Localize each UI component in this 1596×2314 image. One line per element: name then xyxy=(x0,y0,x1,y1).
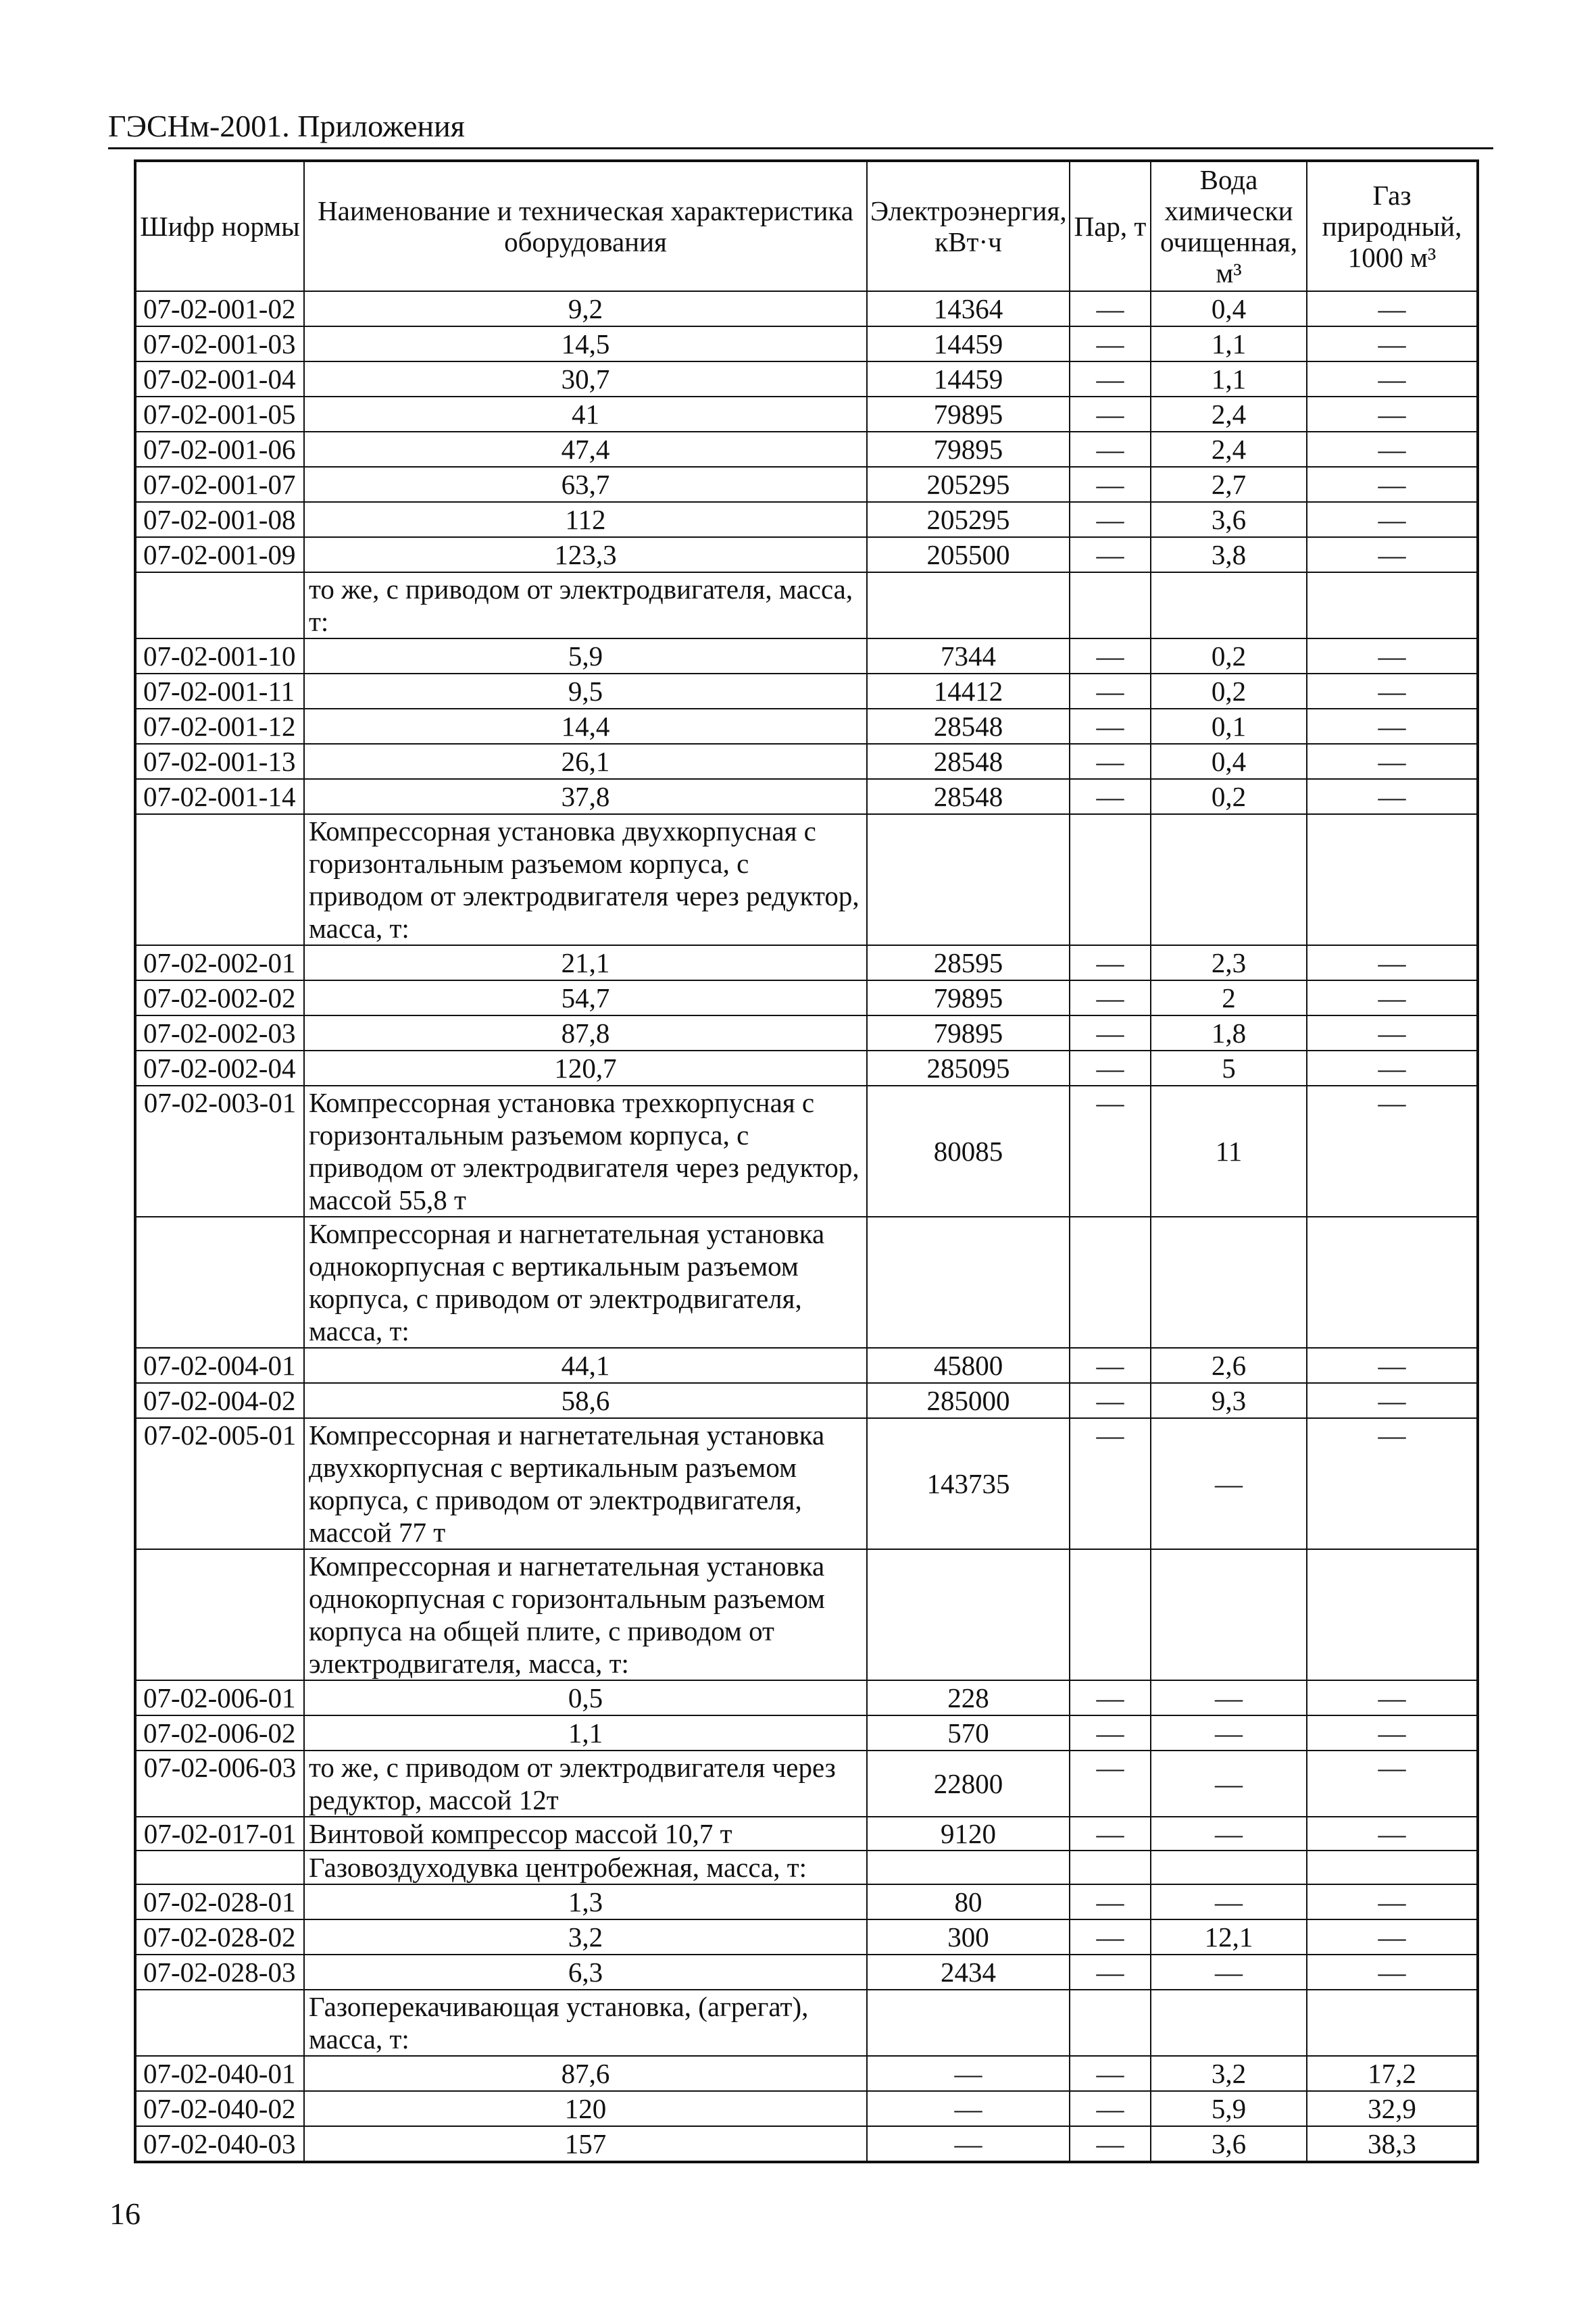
electricity-cell: 14459 xyxy=(867,361,1070,397)
electricity-cell: 570 xyxy=(867,1715,1070,1751)
table-row xyxy=(135,945,1478,980)
table-row xyxy=(135,1919,1478,1955)
water-cell: 0,2 xyxy=(1151,638,1307,674)
code-cell: 07-02-001-04 xyxy=(135,361,304,397)
table-row xyxy=(135,1715,1478,1751)
gas-cell: — xyxy=(1307,432,1478,467)
water-cell: 2,4 xyxy=(1151,397,1307,432)
water-cell: 3,6 xyxy=(1151,502,1307,537)
table-row xyxy=(135,1051,1478,1086)
col-header-water: Вода химически очищенная, м³ xyxy=(1151,161,1307,291)
water-cell: 3,8 xyxy=(1151,537,1307,572)
gas-cell: — xyxy=(1307,537,1478,572)
name-cell: Газовоздуходувка центробежная, масса, т: xyxy=(304,1851,867,1884)
code-cell: 07-02-004-01 xyxy=(135,1348,304,1383)
steam-cell: — xyxy=(1070,537,1151,572)
code-cell xyxy=(135,1851,304,1884)
steam-cell xyxy=(1070,814,1151,945)
water-cell: 5,9 xyxy=(1151,2091,1307,2126)
steam-cell: — xyxy=(1070,674,1151,709)
name-cell: 41 xyxy=(304,397,867,432)
table-row xyxy=(135,1418,1478,1549)
name-cell: Винтовой компрессор массой 10,7 т xyxy=(304,1817,867,1851)
steam-cell: — xyxy=(1070,432,1151,467)
table-row xyxy=(135,502,1478,537)
steam-cell: — xyxy=(1070,467,1151,502)
electricity-cell: — xyxy=(867,2056,1070,2091)
code-cell: 07-02-001-02 xyxy=(135,291,304,326)
gas-cell: 17,2 xyxy=(1307,2056,1478,2091)
water-cell xyxy=(1151,1851,1307,1884)
table-row xyxy=(135,1680,1478,1715)
name-cell: 1,1 xyxy=(304,1715,867,1751)
code-cell: 07-02-003-01 xyxy=(135,1086,304,1217)
col-header-code: Шифр нормы xyxy=(135,161,304,291)
electricity-cell: 205295 xyxy=(867,502,1070,537)
electricity-cell: — xyxy=(867,2091,1070,2126)
water-cell: — xyxy=(1151,1817,1307,1851)
electricity-cell: 28595 xyxy=(867,945,1070,980)
name-cell: 58,6 xyxy=(304,1383,867,1418)
name-cell: 63,7 xyxy=(304,467,867,502)
water-cell: 2,7 xyxy=(1151,467,1307,502)
table-row xyxy=(135,432,1478,467)
gas-cell: — xyxy=(1307,397,1478,432)
electricity-cell: 9120 xyxy=(867,1817,1070,1851)
code-cell: 07-02-028-03 xyxy=(135,1955,304,1990)
electricity-cell: 14412 xyxy=(867,674,1070,709)
steam-cell: — xyxy=(1070,2126,1151,2162)
water-cell: 5 xyxy=(1151,1051,1307,1086)
steam-cell: — xyxy=(1070,1086,1151,1217)
water-cell: 0,2 xyxy=(1151,674,1307,709)
water-cell: 11 xyxy=(1151,1086,1307,1217)
gas-cell xyxy=(1307,572,1478,638)
electricity-cell xyxy=(867,1851,1070,1884)
name-cell: то же, с приводом от электродвигателя, масса, т: xyxy=(304,572,867,638)
col-header-steam: Пар, т xyxy=(1070,161,1151,291)
name-cell: 44,1 xyxy=(304,1348,867,1383)
table-row xyxy=(135,1383,1478,1418)
electricity-cell: 45800 xyxy=(867,1348,1070,1383)
table-row xyxy=(135,291,1478,326)
gas-cell: — xyxy=(1307,1715,1478,1751)
code-cell: 07-02-040-02 xyxy=(135,2091,304,2126)
table-row xyxy=(135,2126,1478,2162)
steam-cell: — xyxy=(1070,945,1151,980)
gas-cell xyxy=(1307,814,1478,945)
code-cell: 07-02-001-14 xyxy=(135,779,304,814)
steam-cell: — xyxy=(1070,1751,1151,1817)
table-row xyxy=(135,1015,1478,1051)
steam-cell: — xyxy=(1070,1715,1151,1751)
gas-cell: — xyxy=(1307,1051,1478,1086)
name-cell: 30,7 xyxy=(304,361,867,397)
water-cell: — xyxy=(1151,1751,1307,1817)
gas-cell: — xyxy=(1307,1955,1478,1990)
table-subheading-row xyxy=(135,572,1478,638)
page-header: ГЭСНм-2001. Приложения xyxy=(108,108,1493,149)
code-cell xyxy=(135,1990,304,2056)
name-cell: 0,5 xyxy=(304,1680,867,1715)
water-cell: — xyxy=(1151,1418,1307,1549)
water-cell: 0,4 xyxy=(1151,291,1307,326)
name-cell: 9,2 xyxy=(304,291,867,326)
name-cell: 87,8 xyxy=(304,1015,867,1051)
name-cell: 87,6 xyxy=(304,2056,867,2091)
gas-cell: — xyxy=(1307,1348,1478,1383)
electricity-cell: 205500 xyxy=(867,537,1070,572)
name-cell: Компрессорная и нагнетательная установка однокорпусная с горизонтальным разъемом корпуса на общей плите, с приводом от электродвигателя, масса, т: xyxy=(304,1549,867,1680)
water-cell: 2,6 xyxy=(1151,1348,1307,1383)
table-row xyxy=(135,326,1478,361)
code-cell: 07-02-006-02 xyxy=(135,1715,304,1751)
water-cell xyxy=(1151,814,1307,945)
electricity-cell: — xyxy=(867,2126,1070,2162)
table-body xyxy=(135,291,1478,2162)
code-cell: 07-02-028-01 xyxy=(135,1884,304,1919)
code-cell: 07-02-001-09 xyxy=(135,537,304,572)
code-cell: 07-02-006-03 xyxy=(135,1751,304,1817)
code-cell: 07-02-001-07 xyxy=(135,467,304,502)
code-cell: 07-02-028-02 xyxy=(135,1919,304,1955)
electricity-cell xyxy=(867,1990,1070,2056)
electricity-cell xyxy=(867,1549,1070,1680)
name-cell: 14,5 xyxy=(304,326,867,361)
gas-cell: — xyxy=(1307,1015,1478,1051)
water-cell: 12,1 xyxy=(1151,1919,1307,1955)
table-subheading-row xyxy=(135,1851,1478,1884)
name-cell: 157 xyxy=(304,2126,867,2162)
code-cell: 07-02-001-08 xyxy=(135,502,304,537)
code-cell: 07-02-001-05 xyxy=(135,397,304,432)
table-row xyxy=(135,1955,1478,1990)
steam-cell: — xyxy=(1070,638,1151,674)
gas-cell: 38,3 xyxy=(1307,2126,1478,2162)
table-row xyxy=(135,1817,1478,1851)
resource-table xyxy=(134,159,1479,2163)
code-cell xyxy=(135,1217,304,1348)
name-cell: 120,7 xyxy=(304,1051,867,1086)
water-cell: 0,2 xyxy=(1151,779,1307,814)
water-cell: — xyxy=(1151,1884,1307,1919)
code-cell: 07-02-001-13 xyxy=(135,744,304,779)
electricity-cell: 79895 xyxy=(867,1015,1070,1051)
steam-cell xyxy=(1070,572,1151,638)
steam-cell: — xyxy=(1070,1884,1151,1919)
water-cell: 9,3 xyxy=(1151,1383,1307,1418)
electricity-cell: 14364 xyxy=(867,291,1070,326)
gas-cell: — xyxy=(1307,1751,1478,1817)
table-row xyxy=(135,709,1478,744)
code-cell: 07-02-005-01 xyxy=(135,1418,304,1549)
electricity-cell: 28548 xyxy=(867,779,1070,814)
gas-cell: — xyxy=(1307,980,1478,1015)
code-cell: 07-02-002-01 xyxy=(135,945,304,980)
steam-cell: — xyxy=(1070,361,1151,397)
table-row xyxy=(135,1086,1478,1217)
table-row xyxy=(135,1751,1478,1817)
code-cell xyxy=(135,572,304,638)
gas-cell: — xyxy=(1307,709,1478,744)
code-cell: 07-02-002-02 xyxy=(135,980,304,1015)
name-cell: 37,8 xyxy=(304,779,867,814)
table-row xyxy=(135,980,1478,1015)
water-cell: 0,4 xyxy=(1151,744,1307,779)
electricity-cell: 2434 xyxy=(867,1955,1070,1990)
name-cell: 47,4 xyxy=(304,432,867,467)
gas-cell: — xyxy=(1307,291,1478,326)
water-cell xyxy=(1151,572,1307,638)
water-cell: 2 xyxy=(1151,980,1307,1015)
gas-cell: — xyxy=(1307,361,1478,397)
steam-cell: — xyxy=(1070,980,1151,1015)
gas-cell: — xyxy=(1307,467,1478,502)
electricity-cell: 14459 xyxy=(867,326,1070,361)
gas-cell: — xyxy=(1307,779,1478,814)
code-cell: 07-02-040-01 xyxy=(135,2056,304,2091)
table-row xyxy=(135,1348,1478,1383)
code-cell: 07-02-001-06 xyxy=(135,432,304,467)
steam-cell: — xyxy=(1070,397,1151,432)
electricity-cell: 79895 xyxy=(867,980,1070,1015)
steam-cell: — xyxy=(1070,1919,1151,1955)
water-cell xyxy=(1151,1217,1307,1348)
table-row xyxy=(135,638,1478,674)
table-row xyxy=(135,2091,1478,2126)
page-number: 16 xyxy=(109,2196,141,2231)
code-cell: 07-02-001-03 xyxy=(135,326,304,361)
steam-cell: — xyxy=(1070,2091,1151,2126)
water-cell: 3,6 xyxy=(1151,2126,1307,2162)
electricity-cell: 7344 xyxy=(867,638,1070,674)
table-subheading-row xyxy=(135,814,1478,945)
name-cell: Компрессорная установка двухкорпусная с горизонтальным разъемом корпуса, с приводом от электродвигателя через редуктор, масса, т: xyxy=(304,814,867,945)
table-row xyxy=(135,397,1478,432)
water-cell: 1,1 xyxy=(1151,326,1307,361)
steam-cell: — xyxy=(1070,709,1151,744)
name-cell: 6,3 xyxy=(304,1955,867,1990)
name-cell: 3,2 xyxy=(304,1919,867,1955)
gas-cell: — xyxy=(1307,1418,1478,1549)
name-cell: Компрессорная установка трехкорпусная с горизонтальным разъемом корпуса, с приводом от электродвигателя через редуктор, массой 55,8 т xyxy=(304,1086,867,1217)
name-cell: 21,1 xyxy=(304,945,867,980)
gas-cell: — xyxy=(1307,1383,1478,1418)
name-cell: 54,7 xyxy=(304,980,867,1015)
water-cell: — xyxy=(1151,1715,1307,1751)
gas-cell: — xyxy=(1307,1680,1478,1715)
water-cell: 2,3 xyxy=(1151,945,1307,980)
steam-cell: — xyxy=(1070,744,1151,779)
gas-cell xyxy=(1307,1851,1478,1884)
code-cell: 07-02-017-01 xyxy=(135,1817,304,1851)
code-cell: 07-02-001-10 xyxy=(135,638,304,674)
electricity-cell: 143735 xyxy=(867,1418,1070,1549)
col-header-name: Наименование и техническая характеристика оборудования xyxy=(304,161,867,291)
table-header-row xyxy=(135,161,1478,291)
code-cell: 07-02-001-12 xyxy=(135,709,304,744)
table-row xyxy=(135,744,1478,779)
electricity-cell: 28548 xyxy=(867,709,1070,744)
table-row xyxy=(135,674,1478,709)
name-cell: 1,3 xyxy=(304,1884,867,1919)
water-cell xyxy=(1151,1549,1307,1680)
electricity-cell: 79895 xyxy=(867,397,1070,432)
gas-cell: — xyxy=(1307,1884,1478,1919)
code-cell xyxy=(135,814,304,945)
steam-cell: — xyxy=(1070,1348,1151,1383)
code-cell: 07-02-004-02 xyxy=(135,1383,304,1418)
gas-cell: — xyxy=(1307,1919,1478,1955)
electricity-cell: 285095 xyxy=(867,1051,1070,1086)
electricity-cell: 285000 xyxy=(867,1383,1070,1418)
name-cell: 123,3 xyxy=(304,537,867,572)
water-cell: 1,1 xyxy=(1151,361,1307,397)
water-cell: 3,2 xyxy=(1151,2056,1307,2091)
steam-cell xyxy=(1070,1990,1151,2056)
col-header-electricity: Электроэнергия, кВт·ч xyxy=(867,161,1070,291)
electricity-cell: 300 xyxy=(867,1919,1070,1955)
name-cell: 9,5 xyxy=(304,674,867,709)
table-row xyxy=(135,537,1478,572)
table-subheading-row xyxy=(135,1549,1478,1680)
gas-cell: 32,9 xyxy=(1307,2091,1478,2126)
steam-cell: — xyxy=(1070,1051,1151,1086)
steam-cell: — xyxy=(1070,291,1151,326)
steam-cell: — xyxy=(1070,1955,1151,1990)
electricity-cell: 228 xyxy=(867,1680,1070,1715)
gas-cell: — xyxy=(1307,945,1478,980)
gas-cell xyxy=(1307,1217,1478,1348)
gas-cell: — xyxy=(1307,1817,1478,1851)
name-cell: Газоперекачивающая установка, (агрегат), масса, т: xyxy=(304,1990,867,2056)
steam-cell: — xyxy=(1070,1418,1151,1549)
table-subheading-row xyxy=(135,1217,1478,1348)
gas-cell: — xyxy=(1307,1086,1478,1217)
gas-cell: — xyxy=(1307,638,1478,674)
name-cell: 112 xyxy=(304,502,867,537)
water-cell: 2,4 xyxy=(1151,432,1307,467)
code-cell: 07-02-001-11 xyxy=(135,674,304,709)
gas-cell xyxy=(1307,1990,1478,2056)
gas-cell: — xyxy=(1307,326,1478,361)
table-row xyxy=(135,779,1478,814)
steam-cell xyxy=(1070,1851,1151,1884)
code-cell: 07-02-002-04 xyxy=(135,1051,304,1086)
water-cell xyxy=(1151,1990,1307,2056)
name-cell: 5,9 xyxy=(304,638,867,674)
steam-cell: — xyxy=(1070,1015,1151,1051)
table-subheading-row xyxy=(135,1990,1478,2056)
table-row xyxy=(135,2056,1478,2091)
gas-cell xyxy=(1307,1549,1478,1680)
code-cell: 07-02-040-03 xyxy=(135,2126,304,2162)
water-cell: — xyxy=(1151,1680,1307,1715)
resource-table-wrap xyxy=(134,159,1479,2163)
water-cell: 0,1 xyxy=(1151,709,1307,744)
water-cell: 1,8 xyxy=(1151,1015,1307,1051)
table-row xyxy=(135,1884,1478,1919)
name-cell: 26,1 xyxy=(304,744,867,779)
gas-cell: — xyxy=(1307,674,1478,709)
electricity-cell: 80 xyxy=(867,1884,1070,1919)
electricity-cell xyxy=(867,572,1070,638)
code-cell xyxy=(135,1549,304,1680)
steam-cell: — xyxy=(1070,326,1151,361)
code-cell: 07-02-006-01 xyxy=(135,1680,304,1715)
table-row xyxy=(135,361,1478,397)
water-cell: — xyxy=(1151,1955,1307,1990)
gas-cell: — xyxy=(1307,502,1478,537)
gas-cell: — xyxy=(1307,744,1478,779)
electricity-cell: 79895 xyxy=(867,432,1070,467)
steam-cell xyxy=(1070,1549,1151,1680)
name-cell: Компрессорная и нагнетательная установка однокорпусная с вертикальным разъемом корпуса, с приводом от электродвигателя, масса, т: xyxy=(304,1217,867,1348)
electricity-cell: 28548 xyxy=(867,744,1070,779)
electricity-cell: 80085 xyxy=(867,1086,1070,1217)
steam-cell xyxy=(1070,1217,1151,1348)
steam-cell: — xyxy=(1070,779,1151,814)
electricity-cell: 205295 xyxy=(867,467,1070,502)
name-cell: 14,4 xyxy=(304,709,867,744)
steam-cell: — xyxy=(1070,1817,1151,1851)
electricity-cell xyxy=(867,814,1070,945)
table-row xyxy=(135,467,1478,502)
electricity-cell: 22800 xyxy=(867,1751,1070,1817)
steam-cell: — xyxy=(1070,502,1151,537)
steam-cell: — xyxy=(1070,2056,1151,2091)
col-header-gas: Газ природный, 1000 м³ xyxy=(1307,161,1478,291)
steam-cell: — xyxy=(1070,1680,1151,1715)
code-cell: 07-02-002-03 xyxy=(135,1015,304,1051)
electricity-cell xyxy=(867,1217,1070,1348)
name-cell: 120 xyxy=(304,2091,867,2126)
name-cell: то же, с приводом от электродвигателя через редуктор, массой 12т xyxy=(304,1751,867,1817)
steam-cell: — xyxy=(1070,1383,1151,1418)
name-cell: Компрессорная и нагнетательная установка двухкорпусная с вертикальным разъемом корпуса, с приводом от электродвигателя, массой 77 т xyxy=(304,1418,867,1549)
